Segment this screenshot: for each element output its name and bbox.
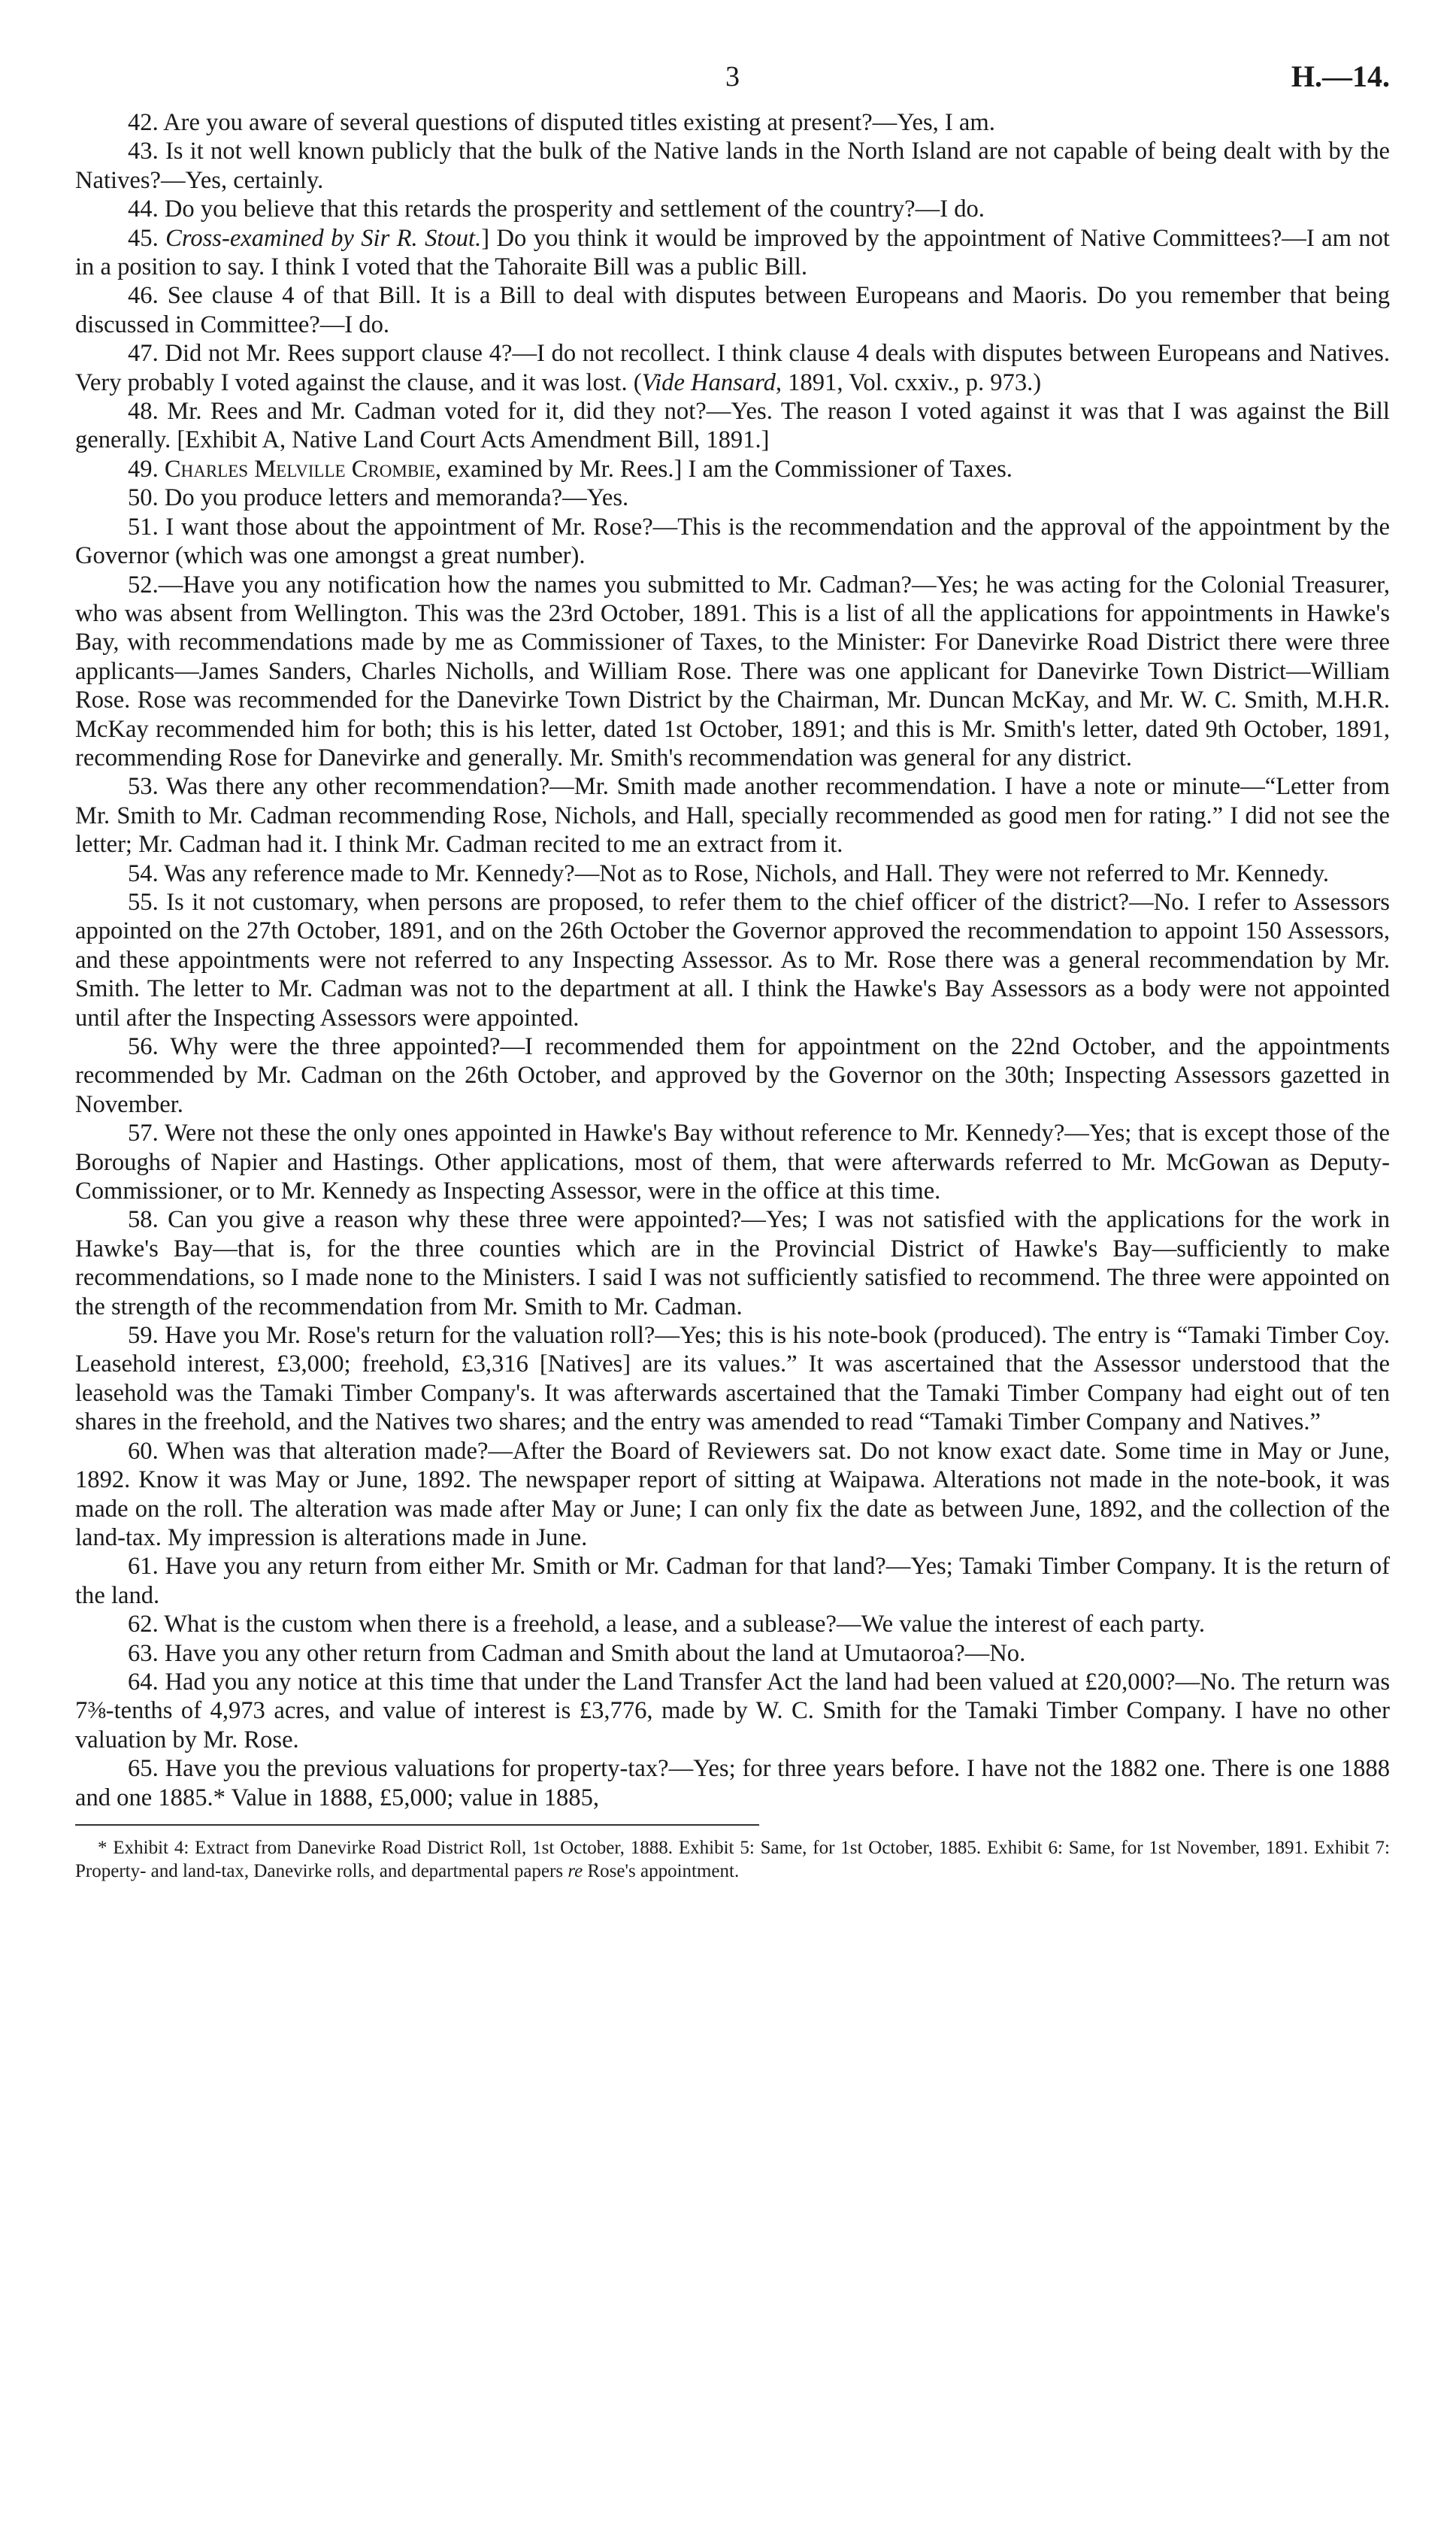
paragraph-49: 49. Charles Melville Crombie, examined by Mr. Rees.] I am the Commissioner of Taxes. <box>128 455 1013 483</box>
footnote-re: re <box>568 1860 583 1881</box>
footnote <box>75 1836 1390 1883</box>
paragraph-45: 45. Cross-examined by Sir R. Stout.] Do you think it would be improved by the appointment of Native Committees?—I am not in a position to say. I think I voted that the Tahoraite Bill was a public Bill. <box>75 224 1390 281</box>
paragraph-42: 42. Are you aware of several questions of disputed titles existing at present?—Yes, I am. <box>128 109 995 136</box>
paragraph-61: 61. Have you any return from either Mr. Smith or Mr. Cadman for that land?—Yes; Tamaki Timber Company. It is the return of the land. <box>75 1553 1390 1609</box>
paragraph-57: 57. Were not these the only ones appointed in Hawke's Bay without reference to Mr. Kennedy?—Yes; that is except those of the Boroughs of Napier and Hastings. Other applications, most of them, that were afterwards referred to Mr. McGowan as Deputy-Commissioner, or to Mr. Kennedy as Inspecting Assessor, were in the office at this time. <box>75 1120 1390 1205</box>
document-code: H.—14. <box>1291 59 1390 93</box>
paragraph-47: 47. Did not Mr. Rees support clause 4?—I do not recollect. I think clause 4 deals with disputes between Europeans and Natives. Very probably I voted against the clause, and it was lost. (Vide Hansard, 1891, Vol. cxxiv., p. 973.) <box>75 340 1390 396</box>
paragraph-52: 52.—Have you any notification how the names you submitted to Mr. Cadman?—Yes; he was acting for the Colonial Treasurer, who was absent from Wellington. This was the 23rd October, 1891. This is a list of all the applications for appointments in Hawke's Bay, with recommendations made by me as Commissioner of Taxes, to the Minister: For Danevirke Road District there were three applicants—James Sanders, Charles Nicholls, and William Rose. There was one applicant for Danevirke Town District—William Rose. Rose was recommended for the Danevirke Town District by the Chairman, Mr. Duncan McKay, and Mr. W. C. Smith, M.H.R. McKay recommended him for both; this is his letter, dated 1st October, 1891; and this is Mr. Smith's letter, dated 9th October, 1891, recommending Rose for Danevirke and generally. Mr. Smith's recommendation was general for any district. <box>75 571 1390 771</box>
paragraph-56: 56. Why were the three appointed?—I recommended them for appointment on the 22nd October, and the appointments recommended by Mr. Cadman on the 26th October, and approved by the Governor on the 30th; Inspecting Assessors gazetted in November. <box>75 1033 1390 1118</box>
paragraph-48: 48. Mr. Rees and Mr. Cadman voted for it, did they not?—Yes. The reason I voted against it was that I was against the Bill generally. [Exhibit A, Native Land Court Acts Amendment Bill, 1891.] <box>75 398 1390 454</box>
cross-examined-note: Cross-examined by Sir R. Stout. <box>165 224 482 252</box>
paragraph-54: 54. Was any reference made to Mr. Kennedy?—Not as to Rose, Nichols, and Hall. They were not referred to Mr. Kennedy. <box>128 859 1330 887</box>
footnote-text: * Exhibit 4: Extract from Danevirke Road District Roll, 1st October, 1888. Exhibit 5: Same, for 1st October, 1885. Exhibit 6: Same, for 1st November, 1891. Exhibit 7: Property- and land-tax, Danevirke rolls, and departmental papers re Rose's appointment. <box>75 1837 1390 1881</box>
paragraph-55: 55. Is it not customary, when persons are proposed, to refer them to the chief officer of the district?—No. I refer to Assessors appointed on the 27th October, 1891, and on the 26th October the Governor approved the recommendation to appoint 150 Assessors, and these appointments were not referred to any Inspecting Assessor. As to Mr. Rose there was a general recommendation by Mr. Smith. The letter to Mr. Cadman was not to the department at all. I think the Hawke's Bay Assessors as a body were not appointed until after the Inspecting Assessors were appointed. <box>75 888 1390 1032</box>
paragraph-65: 65. Have you the previous valuations for property-tax?—Yes; for three years before. I have not the 1882 one. There is one 1888 and one 1885.* Value in 1888, £5,000; value in 1885, <box>75 1755 1390 1811</box>
paragraph-51: 51. I want those about the appointment of Mr. Rose?—This is the recommendation and the approval of the appointment by the Governor (which was one amongst a great number). <box>75 513 1390 570</box>
footnote-marker: * <box>98 1837 114 1858</box>
witness-name: Charles Melville Crombie <box>164 455 435 483</box>
paragraph-43: 43. Is it not well known publicly that the bulk of the Native lands in the North Island are not capable of being dealt with by the Natives?—Yes, certainly. <box>75 138 1390 194</box>
vide-hansard: Vide Hansard <box>641 368 776 396</box>
paragraph-62: 62. What is the custom when there is a freehold, a lease, and a sublease?—We value the interest of each party. <box>128 1611 1205 1638</box>
paragraph-59: 59. Have you Mr. Rose's return for the valuation roll?—Yes; this is his note-book (produced). The entry is “Tamaki Timber Coy. Leasehold interest, £3,000; freehold, £3,316 [Natives] are its values.” It was ascertained that the Assessor understood that the leasehold was the Tamaki Timber Company's. It was afterwards ascertained that the Tamaki Timber Company had eight out of ten shares in the freehold, and the Natives two shares; and the entry was amended to read “Tamaki Timber Company and Natives.” <box>75 1322 1390 1436</box>
body-text <box>75 108 1390 1812</box>
paragraph-46: 46. See clause 4 of that Bill. It is a Bill to deal with disputes between Europeans and Maoris. Do you remember that being discussed in Committee?—I do. <box>75 282 1390 338</box>
page-header <box>75 53 1390 101</box>
paragraph-50: 50. Do you produce letters and memoranda?—Yes. <box>128 484 629 512</box>
paragraph-60: 60. When was that alteration made?—After the Board of Reviewers sat. Do not know exact date. Some time in May or June, 1892. Know it was May or June, 1892. The newspaper report of sitting at Waipawa. Alterations not made in the note-book, it was made on the roll. The alteration was made after May or June; I can only fix the date as between June, 1892, and the collection of the land-tax. My impression is alterations made in June. <box>75 1437 1390 1551</box>
paragraph-44: 44. Do you believe that this retards the prosperity and settlement of the country?—I do. <box>128 196 985 223</box>
footnote-divider <box>75 1824 759 1826</box>
page-number: 3 <box>725 61 740 92</box>
paragraph-53: 53. Was there any other recommendation?—Mr. Smith made another recommendation. I have a note or minute—“Letter from Mr. Smith to Mr. Cadman recommending Rose, Nichols, and Hall, specially recommended as good men for rating.” I did not see the letter; Mr. Cadman had it. I think Mr. Cadman recited to me an extract from it. <box>75 773 1390 859</box>
paragraph-64: 64. Had you any notice at this time that under the Land Transfer Act the land had been valued at £20,000?—No. The return was 7⅜-tenths of 4,973 acres, and value of interest is £3,776, made by W. C. Smith for the Tamaki Timber Company. I have no other valuation by Mr. Rose. <box>75 1668 1390 1753</box>
paragraph-58: 58. Can you give a reason why these three were appointed?—Yes; I was not satisfied with the applications for the work in Hawke's Bay—that is, for the three counties which are in the Provincial District of Hawke's Bay—sufficiently to make recommendations, so I made none to the Ministers. I said I was not sufficiently satisfied to recommend. The three were appointed on the strength of the recommendation from Mr. Smith to Mr. Cadman. <box>75 1206 1390 1320</box>
paragraph-63: 63. Have you any other return from Cadman and Smith about the land at Umutaoroa?—No. <box>128 1639 1026 1667</box>
